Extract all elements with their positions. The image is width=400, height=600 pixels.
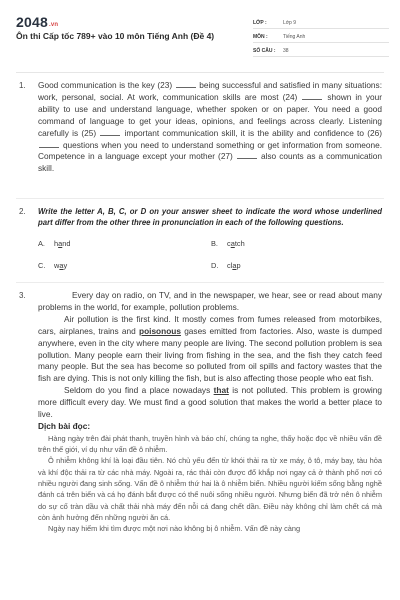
option-word: h (54, 239, 59, 248)
option-word: y (63, 261, 68, 270)
logo-text: 2048 (16, 14, 48, 30)
question-number: 1. (19, 81, 26, 90)
option-word: c (227, 239, 231, 248)
answer-blank[interactable] (237, 151, 257, 159)
text-segment: Good communication is the key (23) (38, 80, 173, 90)
answer-blank[interactable] (302, 92, 322, 100)
option-word: p (236, 261, 241, 270)
header-divider (16, 72, 384, 73)
underlined-part: a (230, 239, 235, 248)
answer-blank[interactable] (176, 80, 196, 88)
logo-suffix: .vn (48, 22, 59, 28)
passage-paragraph: Every day on radio, on TV, and in the newspaper, we hear, see or read about many problems in the world, for example, pollution problems. (38, 290, 382, 312)
highlighted-word: poisonous (139, 325, 181, 336)
text-segment: being successful and satisfied in many situations: work, personal, social. At work, communication skills are most (24) (38, 80, 382, 102)
site-logo[interactable] (16, 14, 58, 30)
question-3 (19, 290, 382, 535)
document-meta (253, 17, 389, 59)
meta-value: Tiếng Anh (283, 33, 306, 40)
text-segment: also counts as a communication skill. (38, 151, 382, 174)
option-word: tch (234, 239, 245, 248)
translation-paragraph: Hàng ngày trên đài phát thanh, truyền hình và báo chí, chúng ta nghe, thấy hoặc đọc về nhiều vấn đề trên thế giới, ví dụ như vấn đề ô nhiễm. (38, 433, 382, 455)
text-segment: gases emitted from factories. Also, waste is dumped anywhere, even in the city where many people are living. The second pollution problem is sea pollution. Many people earn their living from fishing in the sea, and the fish they catch feed many people. But the sea has become so polluted from oil spills and factory wastes that the fish are dying. This is not only killing the fish, but is also affecting those people who eat fish. (38, 325, 382, 384)
meta-label: LỚP : (253, 19, 267, 26)
meta-value: 38 (283, 47, 289, 54)
underlined-part: a (232, 261, 237, 270)
text-segment: questions when you need to understand something or get information from someone. Competence in a language except your mother (27) (38, 139, 382, 162)
meta-value: Lớp 9 (283, 19, 297, 26)
question-number: 2. (19, 207, 26, 216)
translation-heading: Dịch bài đọc: (38, 420, 91, 431)
question-divider (16, 198, 384, 199)
text-segment: Air pollution is the first kind. It mostly comes from fumes released from motorbikes, cars, airplanes, trains and (38, 313, 382, 336)
answer-blank[interactable] (39, 140, 59, 148)
meta-row-count (253, 45, 389, 57)
option-letter: A. (38, 239, 45, 248)
option-d[interactable] (211, 260, 241, 272)
option-a[interactable] (38, 238, 70, 250)
option-c[interactable] (38, 260, 67, 272)
option-letter: B. (211, 239, 218, 248)
question-body (38, 206, 382, 286)
page-header (0, 0, 400, 52)
question-2 (19, 206, 382, 286)
reading-passage (38, 290, 382, 535)
option-word: w (54, 261, 60, 270)
option-b[interactable] (211, 238, 245, 250)
translation-paragraph: Ô nhiễm không khí là loại đầu tiên. Nó chủ yếu đến từ khói thải ra từ xe máy, ô tô, máy bay, tàu hỏa và khí độc thải ra từ các nhà máy. Ngoài ra, rác thải còn được đổ khắp nơi ngay cả ở thành phố nơi có nhiều người đang sinh sống. Vấn đề ô nhiễm thứ hai là ô nhiễm biển. Nhiều người kiếm sống bằng nghề đánh cá trên biển và cá họ đánh bắt được có thể nuôi sống nhiều người. Nhưng biển đã trở nên ô nhiễm do sự cố tràn dầu và chất thải nhà máy đến nỗi cá đang chết dần. Điều này không chỉ làm chết cá mà còn ảnh hưởng đến những người ăn cá. (38, 456, 382, 522)
meta-label: SỐ CÂU : (253, 47, 276, 54)
question-instruction: Write the letter A, B, C, or D on your answer sheet to indicate the word whose underlined part differ from the other three in pronunciation in each of the following questions. (38, 207, 382, 227)
option-letter: D. (211, 261, 219, 270)
text-segment: Seldom do you find a place nowadays (64, 385, 211, 396)
text-segment: shown in your ability to use and understand language, whether spoken or on paper. You need a good command of language to get your ideas, opinions, and feelings across clearly. Listening carefully is (25) (38, 91, 383, 138)
answer-blank[interactable] (100, 128, 120, 136)
document-title: Ôn thi Cấp tốc 789+ vào 10 môn Tiếng Anh (Đề 4) (16, 31, 215, 41)
question-1 (19, 80, 382, 175)
question-divider (16, 282, 384, 283)
question-number: 3. (19, 291, 26, 300)
underlined-part: a (58, 239, 63, 248)
translation-paragraph: Ngày nay hiếm khi tìm được một nơi nào không bị ô nhiễm. Vấn đề này càng (48, 524, 301, 534)
underlined-part: a (59, 261, 64, 270)
answer-options (38, 236, 382, 286)
question-text (38, 80, 382, 175)
passage-paragraph (38, 385, 382, 421)
option-letter: C. (38, 261, 46, 270)
text-segment: important communication skill, it is the ability and confidence to (26) (124, 127, 382, 138)
text-segment: is not polluted. This problem is growing more difficult every day. We must find a good solution that makes the world a better place to live. (38, 385, 382, 420)
passage-paragraph (38, 314, 382, 385)
highlighted-word: that (213, 385, 229, 396)
option-word: cl (227, 261, 233, 270)
meta-row-subject (253, 31, 389, 43)
option-word: nd (62, 239, 71, 248)
meta-row-class (253, 17, 389, 29)
meta-label: MÔN : (253, 33, 268, 40)
